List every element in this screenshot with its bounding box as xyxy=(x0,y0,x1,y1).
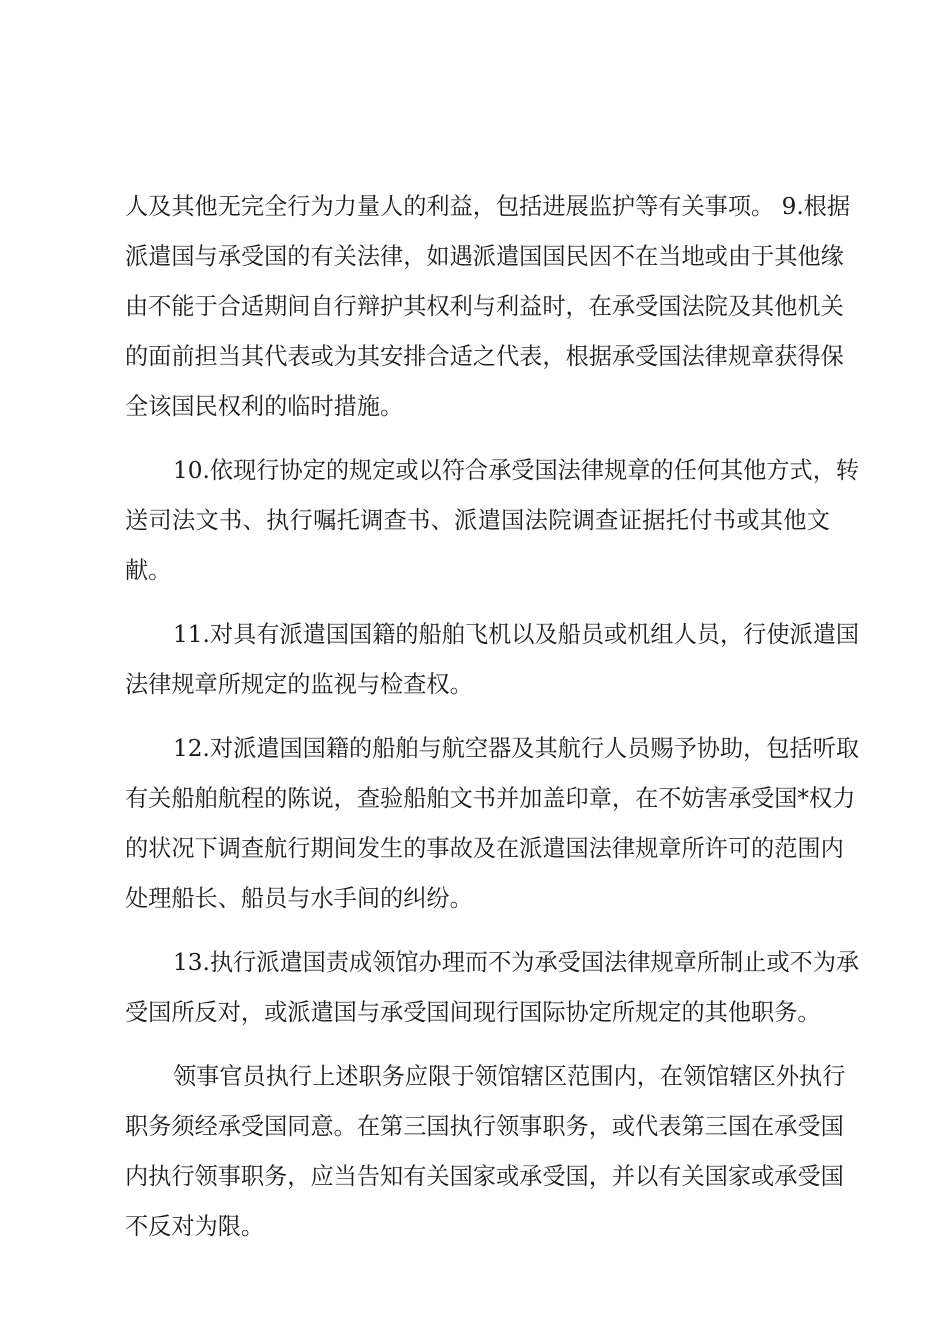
text-line: 派遣国与承受国的有关法律，如遇派遣国国民因不在当地或由于其他缘 xyxy=(125,243,844,270)
text-line: 13.执行派遣国责成领馆办理而不为承受国法律规章所制止或不为承 xyxy=(173,949,860,976)
text-line: 全该国民权利的临时措施。 xyxy=(125,393,404,420)
text-line: 领事官员执行上述职务应限于领馆辖区范围内，在领馆辖区外执行 xyxy=(173,1063,846,1090)
text-line: 11.对具有派遣国国籍的船舶飞机以及船员或机组人员，行使派遣国 xyxy=(173,621,860,648)
text-line: 不反对为限。 xyxy=(125,1213,265,1240)
paragraph-item-9 xyxy=(125,182,851,432)
text-line: 12.对派遣国国籍的船舶与航空器及其航行人员赐予协助，包括听取 xyxy=(173,735,860,762)
text-line: 职务须经承受国同意。在第三国执行领事职务，或代表第三国在承受国 xyxy=(125,1113,844,1140)
paragraph-item-consular-scope xyxy=(125,1052,846,1252)
text-line: 献。 xyxy=(125,557,172,584)
text-line: 由不能于合适期间自行辩护其权利与利益时，在承受国法院及其他机关 xyxy=(125,293,844,320)
paragraph-item-11 xyxy=(125,610,860,710)
paragraph-item-13 xyxy=(125,938,860,1038)
text-line: 10.依现行协定的规定或以符合承受国法律规章的任何其他方式，转 xyxy=(173,457,860,484)
paragraph-item-12 xyxy=(125,724,860,924)
text-line: 处理船长、船员与水手间的纠纷。 xyxy=(125,885,473,912)
document-page xyxy=(125,182,860,1252)
text-line: 送司法文书、执行嘱托调查书、派遣国法院调查证据托付书或其他文 xyxy=(125,507,830,534)
text-line: 人及其他无完全行为力量人的利益，包括进展监护等有关事项。 9.根据 xyxy=(125,193,851,220)
text-line: 的面前担当其代表或为其安排合适之代表，根据承受国法律规章获得保 xyxy=(125,343,844,370)
text-line: 有关船舶航程的陈说，查验船舶文书并加盖印章，在不妨害承受国*权力 xyxy=(125,785,856,812)
text-line: 受国所反对，或派遣国与承受国间现行国际协定所规定的其他职务。 xyxy=(125,999,821,1026)
text-line: 的状况下调查航行期间发生的事故及在派遣国法律规章所许可的范围内 xyxy=(125,835,844,862)
paragraph-item-10 xyxy=(125,446,860,596)
text-line: 法律规章所规定的监视与检查权。 xyxy=(125,671,473,698)
text-line: 内执行领事职务，应当告知有关国家或承受国，并以有关国家或承受国 xyxy=(125,1163,844,1190)
